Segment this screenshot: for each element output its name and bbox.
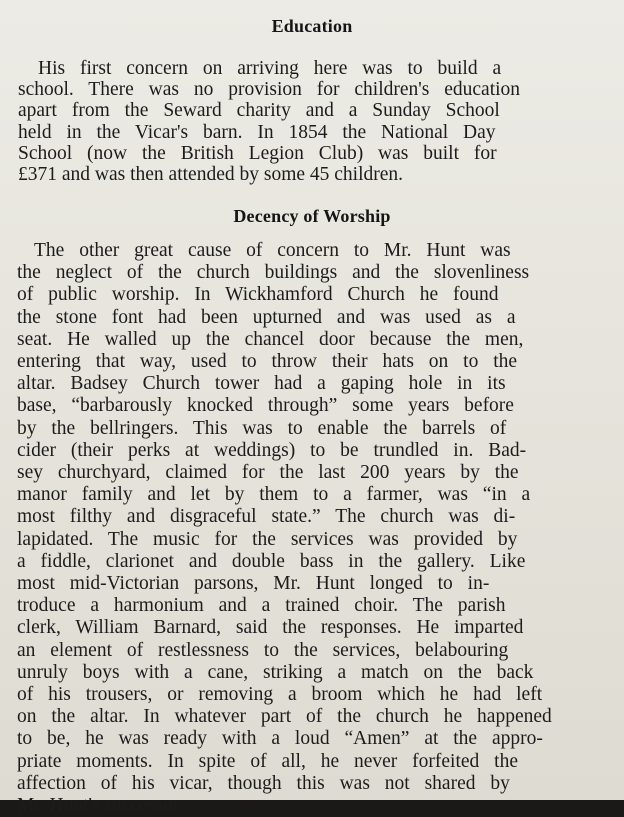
text-line: clerk, William Barnard, said the responses. He imparted bbox=[17, 617, 524, 639]
text-line: sey churchyard, claimed for the last 200 years by the bbox=[17, 462, 519, 483]
text-line: apart from the Seward charity and a Sunday School bbox=[18, 100, 500, 122]
text-line: held in the Vicar's barn. In 1854 the National Day bbox=[18, 121, 496, 143]
text-line: the neglect of the church buildings and the slovenliness bbox=[17, 262, 530, 284]
text-line: cider (their perks at weddings) to be trundled in. Bad- bbox=[17, 439, 527, 461]
text-line: troduce a harmonium and a trained choir. The parish bbox=[17, 595, 506, 617]
text-line: of public worship. In Wickhamford Church he found bbox=[17, 284, 499, 306]
text-line: the stone font had been upturned and was used as a bbox=[17, 306, 516, 328]
text-line: most filthy and disgraceful state.” The church was di- bbox=[17, 506, 516, 528]
text-line: Mr. Hunt's successor. bbox=[17, 795, 184, 816]
text-line: manor family and let by them to a farmer, was “in a bbox=[17, 484, 531, 506]
text-line: affection of his vicar, though this was not shared by bbox=[17, 772, 510, 794]
text-line: of his trousers, or removing a broom which he had left bbox=[17, 684, 543, 705]
text-line: The other great cause of concern to Mr. Hunt was bbox=[34, 240, 511, 261]
text-line: lapidated. The music for the services was provided by bbox=[17, 528, 518, 550]
text-line: entering that way, used to throw their hats on to the bbox=[17, 351, 518, 372]
text-line: His first concern on arriving here was to build a bbox=[38, 58, 502, 79]
text-line: £371 and was then attended by some 45 children. bbox=[18, 164, 404, 185]
text-line: on the altar. In whatever part of the church he happened bbox=[17, 706, 552, 728]
text-line: base, “barbarously knocked through” some years before bbox=[17, 395, 514, 417]
text-line: altar. Badsey Church tower had a gaping hole in its bbox=[17, 373, 506, 395]
text-line: school. There was no provision for children's education bbox=[18, 79, 521, 101]
text-line: by the bellringers. This was to enable the barrels of bbox=[17, 417, 507, 439]
text-line: to be, he was ready with a loud “Amen” at the appro- bbox=[17, 728, 543, 750]
text-line: a fiddle, clarionet and double bass in the gallery. Like bbox=[17, 550, 526, 572]
text-line: priate moments. In spite of all, he never forfeited the bbox=[17, 750, 518, 772]
section-heading-education: Education bbox=[271, 16, 353, 36]
text-line: unruly boys with a cane, striking a match on the back bbox=[17, 661, 534, 683]
text-line: an element of restlessness to the services, belabouring bbox=[17, 639, 509, 661]
text-line: most mid-Victorian parsons, Mr. Hunt longed to in- bbox=[17, 573, 490, 594]
text-line: School (now the British Legion Club) was built for bbox=[18, 142, 497, 164]
section-heading-decency-of-worship: Decency of Worship bbox=[233, 206, 391, 226]
text-line: seat. He walled up the chancel door because the men, bbox=[17, 328, 524, 350]
